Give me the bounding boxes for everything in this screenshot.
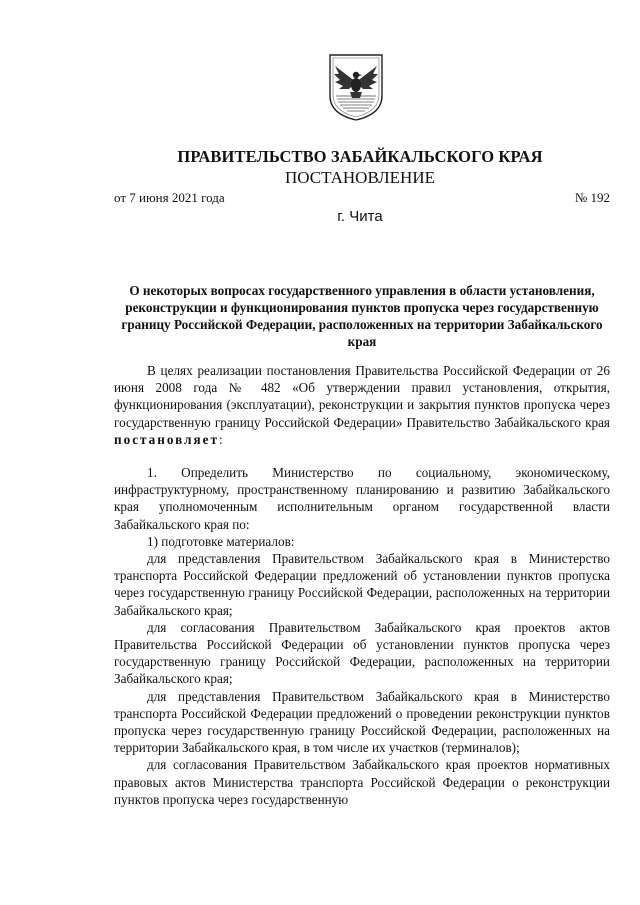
subitem-a-paragraph: для представления Правительством Забайкальского края в Министерство транспорта Российской Федерации предложений об установлении пунктов пропуска через государственную границу Российской Федерации, расположенных на территории Забайкальского края; [114,551,610,618]
resolves-word: постановляет [114,431,219,447]
preamble-paragraph [114,362,610,448]
document-city: г. Чита [337,208,383,225]
item-1-paragraph: 1. Определить Министерство по социальному, экономическому, инфраструктурному, пространственному планированию и развитию Забайкальского края уполномоченным исполнительным органом государственной власти Забайкальского края по: [114,465,610,532]
subitem-d-paragraph: для согласования Правительством Забайкальского края проектов нормативных правовых актов Министерства транспорта Российской Федерации о реконструкции пунктов пропуска через государственную [114,757,610,807]
coat-of-arms-eagle-icon [327,52,385,122]
preamble-text: В целях реализации постановления Правительства Российской Федерации от 26 июня 2008 года № 482 «Об утверждении правил установления, открытия, функционирования (эксплуатации), реконструкции и закрытия пунктов пропуска через государственную границу Российской Федерации» Правительство Забайкальского края [114,363,610,430]
document-number: № 192 [574,190,610,205]
document-heading: О некоторых вопросах государственного управления в области установления, реконструкции и функционирования пунктов пропуска через государственную границу Российской Федерации, расположенных на территории Забайкальского края [121,283,603,349]
document-date: от 7 июня 2021 года [114,190,225,205]
resolves-punctuation: : [218,431,223,447]
subitem-c-paragraph: для представления Правительством Забайкальского края в Министерство транспорта Российской Федерации предложений о проведении реконструкции пунктов пропуска через государственную границу Российской Федерации, расположенных на территории Забайкальского края, в том числе их участков (терминалов); [114,688,610,756]
item-1-1-paragraph: 1) подготовке материалов: [147,533,295,549]
subitem-b-paragraph: для согласования Правительством Забайкальского края проектов актов Правительства Российской Федерации об установлении пунктов пропуска через государственную границу Российской Федерации, расположенных на территории Забайкальского края; [114,619,610,687]
document-body [114,362,610,808]
organization-title: ПРАВИТЕЛЬСТВО ЗАБАЙКАЛЬСКОГО КРАЯ [177,147,543,166]
document-type: ПОСТАНОВЛЕНИЕ [284,168,435,187]
